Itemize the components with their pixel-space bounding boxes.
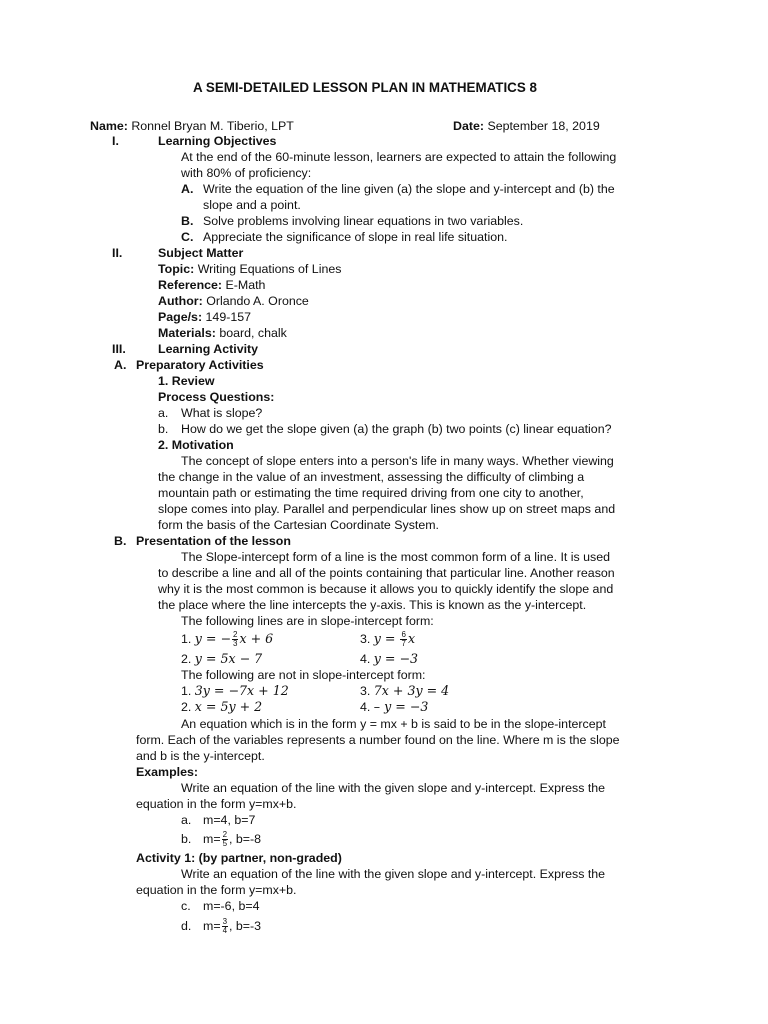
equation-si-2 <box>181 651 262 667</box>
equation-si-2-number: 2. <box>181 652 192 666</box>
presentation-line-2: to describe a line and all of the points containing that particular line. Another reason <box>158 566 615 580</box>
materials-value: board, chalk <box>219 326 287 340</box>
equation-ns-2-text: x = 5y + 2 <box>194 699 263 714</box>
activity-instruction-line-1: Write an equation of the line with the given slope and y-intercept. Express the <box>181 867 606 881</box>
name-label: Name: <box>90 119 128 133</box>
motivation-line-3: mountain path or estimating the time required driving from one city to another, <box>158 486 584 500</box>
equation-ns-1 <box>181 683 289 699</box>
page-title: A SEMI-DETAILED LESSON PLAN IN MATHEMATICS 8 <box>193 80 537 95</box>
part-a-label: A. <box>114 358 127 372</box>
materials-line <box>158 325 287 341</box>
equation-ns-4 <box>360 699 428 715</box>
author-value: Orlando A. Oronce <box>206 294 309 308</box>
equation-si-1-number: 1. <box>181 632 192 646</box>
equation-si-4-text: y = −3 <box>373 651 419 666</box>
example-b-label: b. <box>181 832 192 846</box>
objective-c-text: Appreciate the significance of slope in real life situation. <box>203 230 508 244</box>
section-2-number: II. <box>112 246 123 260</box>
topic-value: Writing Equations of Lines <box>197 262 342 276</box>
part-b-label: B. <box>114 534 127 548</box>
pages-line <box>158 309 251 325</box>
part-b-heading: Presentation of the lesson <box>136 534 291 548</box>
slope-intercept-list-intro: The following lines are in slope-intercept form: <box>181 614 434 628</box>
activity-1-heading: Activity 1: (by partner, non-graded) <box>136 851 342 865</box>
explanation-line-1: An equation which is in the form y = mx + b is said to be in the slope-intercept <box>181 717 606 731</box>
motivation-heading: 2. Motivation <box>158 438 234 452</box>
equation-ns-1-text: 3y = −7x + 12 <box>194 683 289 698</box>
example-a-label: a. <box>181 813 192 827</box>
equation-ns-1-number: 1. <box>181 684 192 698</box>
example-b-text: m= $\frac{2}{5}$ , b=-8 <box>203 830 262 849</box>
presentation-line-4: the place where the line intercepts the y-axis. This is known as the y-intercept. <box>158 598 587 612</box>
motivation-line-1: The concept of slope enters into a person's life in many ways. Whether viewing <box>181 454 614 468</box>
reference-value: E-Math <box>225 278 266 292</box>
objective-a-label: A. <box>181 182 194 196</box>
pages-value: 149-157 <box>205 310 252 324</box>
author-label: Author: <box>158 294 203 308</box>
question-a-text: What is slope? <box>181 406 263 420</box>
objectives-intro-line-1: At the end of the 60-minute lesson, learners are expected to attain the following <box>181 150 617 164</box>
equation-si-1 <box>181 631 273 648</box>
motivation-line-4: slope comes into play. Parallel and perpendicular lines show up on street maps and <box>158 502 616 516</box>
fraction-two-fifths: $\frac{2}{5}$ <box>222 830 228 849</box>
pages-label: Page/s: <box>158 310 203 324</box>
explanation-line-2: form. Each of the variables represents a number found on the line. Where m is the slope <box>136 733 620 747</box>
equation-si-4-number: 4. <box>360 652 371 666</box>
example-a-text: m=4, b=7 <box>203 813 256 827</box>
activity-c-label: c. <box>181 899 191 913</box>
objective-a-line-1: Write the equation of the line given (a) the slope and y-intercept and (b) the <box>203 182 615 196</box>
name-value: Ronnel Bryan M. Tiberio, LPT <box>131 119 294 133</box>
fraction-two-thirds: $\frac{2}{3}$ <box>233 630 238 649</box>
motivation-line-2: the change in the value of an investment, assessing the difficulty of climbing a <box>158 470 585 484</box>
name-line <box>90 118 294 134</box>
equation-ns-3-number: 3. <box>360 684 371 698</box>
activity-c-text: m=-6, b=4 <box>203 899 260 913</box>
question-b-label: b. <box>158 422 169 436</box>
examples-heading: Examples: <box>136 765 198 779</box>
equation-ns-3-text: 7x + 3y = 4 <box>373 683 450 698</box>
review-heading: 1. Review <box>158 374 215 388</box>
materials-label: Materials: <box>158 326 216 340</box>
topic-label: Topic: <box>158 262 195 276</box>
process-questions-heading: Process Questions: <box>158 390 275 404</box>
equation-si-1-lhs: y = − <box>194 631 232 646</box>
section-2-heading: Subject Matter <box>158 246 244 260</box>
presentation-line-1: The Slope-intercept form of a line is the most common form of a line. It is used <box>181 550 611 564</box>
part-a-heading: Preparatory Activities <box>136 358 264 372</box>
section-3-number: III. <box>112 342 126 356</box>
reference-line <box>158 277 265 293</box>
examples-instruction-line-1: Write an equation of the line with the given slope and y-intercept. Express the <box>181 781 606 795</box>
topic-line <box>158 261 341 277</box>
equation-si-2-text: y = 5x − 7 <box>194 651 263 666</box>
activity-d-label: d. <box>181 919 192 933</box>
equation-si-3 <box>360 631 415 648</box>
equation-si-3-lhs: y = <box>373 631 400 646</box>
objective-a-line-2: slope and a point. <box>203 198 301 212</box>
presentation-line-3: why it is the most common is because it allows you to quickly identify the slope and <box>158 582 614 596</box>
motivation-line-5: form the basis of the Cartesian Coordinate System. <box>158 518 439 532</box>
equation-ns-2 <box>181 699 262 715</box>
section-1-number: I. <box>112 134 119 148</box>
equation-ns-4-number: 4. <box>360 700 371 714</box>
objective-c-label: C. <box>181 230 194 244</box>
date-line <box>453 118 600 134</box>
reference-label: Reference: <box>158 278 223 292</box>
date-label: Date: <box>453 119 484 133</box>
activity-instruction-line-2: equation in the form y=mx+b. <box>136 883 297 897</box>
fraction-six-sevenths: $\frac{6}{7}$ <box>401 630 406 649</box>
fraction-three-fourths: $\frac{3}{4}$ <box>222 917 228 936</box>
equation-si-4 <box>360 651 418 667</box>
equation-si-3-rhs: x <box>407 631 416 646</box>
date-value: September 18, 2019 <box>487 119 600 133</box>
question-b-text: How do we get the slope given (a) the graph (b) two points (c) linear equation? <box>181 422 612 436</box>
not-slope-intercept-list-intro: The following are not in slope-intercept form: <box>181 668 426 682</box>
equation-ns-3 <box>360 683 449 699</box>
objective-b-label: B. <box>181 214 194 228</box>
equation-ns-4-text: – y = −3 <box>373 699 429 714</box>
activity-d-text: m= $\frac{3}{4}$ , b=-3 <box>203 917 262 936</box>
objective-b-text: Solve problems involving linear equations in two variables. <box>203 214 524 228</box>
equation-si-3-number: 3. <box>360 632 371 646</box>
objectives-intro-line-2: with 80% of proficiency: <box>181 166 312 180</box>
equation-si-1-rhs: x + 6 <box>239 631 274 646</box>
section-3-heading: Learning Activity <box>158 342 259 356</box>
question-a-label: a. <box>158 406 169 420</box>
equation-ns-2-number: 2. <box>181 700 192 714</box>
section-1-heading: Learning Objectives <box>158 134 277 148</box>
author-line <box>158 293 309 309</box>
examples-instruction-line-2: equation in the form y=mx+b. <box>136 797 297 811</box>
explanation-line-3: and b is the y-intercept. <box>136 749 265 763</box>
